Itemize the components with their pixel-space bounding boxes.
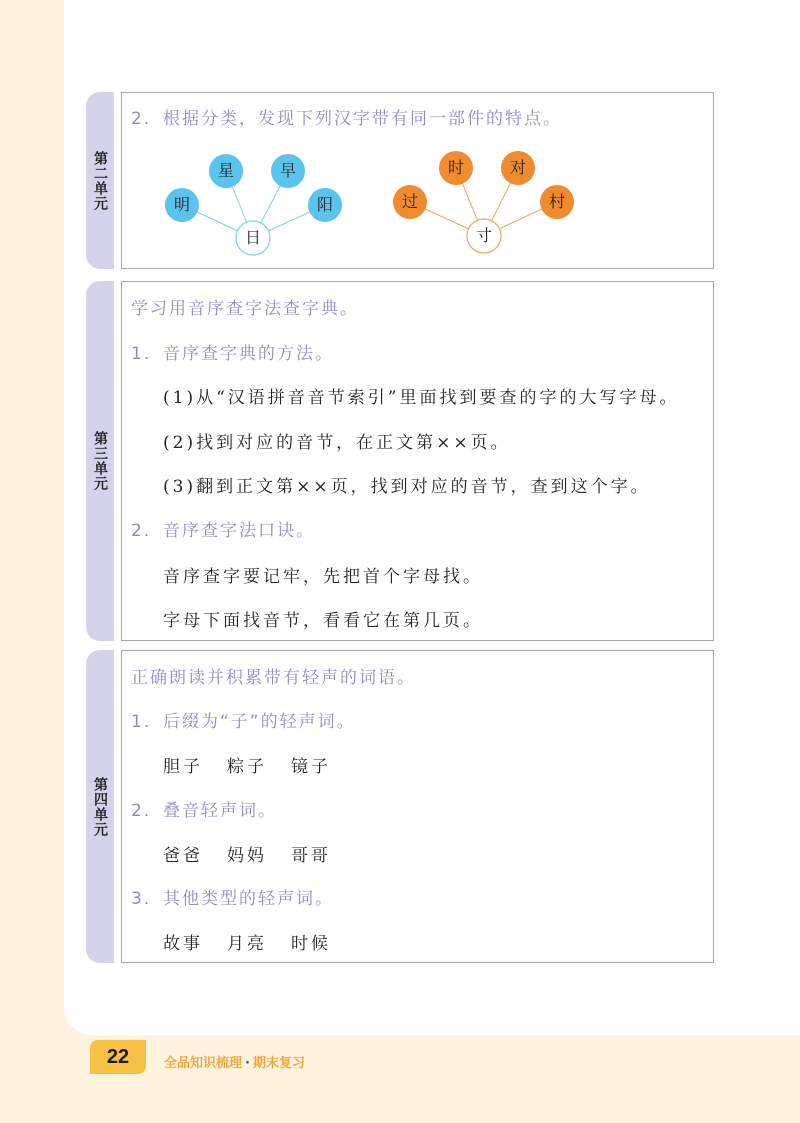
method-step-1: (1)从“汉语拼音音节索引”里面找到要查的字的大写字母。	[163, 388, 680, 408]
unit-3-tab[interactable]	[86, 281, 114, 641]
unit-4-item-3	[131, 884, 334, 909]
unit-3-heading: 学习用音序查字法查字典。	[131, 299, 359, 319]
unit-4-tab[interactable]	[86, 650, 114, 963]
word-list-2	[163, 841, 355, 866]
word: 故事	[163, 934, 203, 954]
word: 粽子	[227, 757, 267, 777]
word: 妈妈	[227, 846, 267, 866]
word: 爸爸	[163, 846, 203, 866]
char-ming: 明	[173, 195, 190, 214]
item-number: 2.	[131, 521, 152, 541]
unit-2-tab-label: 第二单元	[92, 150, 108, 211]
item-text: 音序查字典的方法。	[163, 344, 334, 364]
word: 时候	[291, 934, 331, 954]
word-list-1	[163, 752, 355, 777]
method-step-2: (2)找到对应的音节，在正文第××页。	[163, 433, 511, 453]
footer-title	[164, 1052, 305, 1071]
task-text: 根据分类，发现下列汉字带有同一部件的特点。	[163, 109, 562, 129]
rhyme-line-2: 字母下面找音节，看看它在第几页。	[163, 611, 483, 631]
word-list-3	[163, 929, 355, 954]
unit-3-box	[121, 281, 714, 641]
title-separator: ·	[245, 1056, 250, 1071]
unit-4-heading: 正确朗读并积累带有轻声的词语。	[131, 668, 416, 688]
item-text: 其他类型的轻声词。	[163, 889, 334, 909]
section-title: 期末复习	[252, 1056, 305, 1071]
radical-diagrams	[0, 0, 800, 300]
char-zao: 早	[279, 161, 296, 180]
unit-4-tab-label: 第四单元	[92, 776, 108, 837]
word: 镜子	[291, 757, 331, 777]
word: 月亮	[227, 934, 267, 954]
char-cun-village: 村	[548, 192, 565, 211]
char-guo: 过	[401, 192, 418, 211]
item-text: 叠音轻声词。	[163, 801, 277, 821]
char-shi: 时	[447, 158, 464, 177]
task-number: 2.	[131, 109, 152, 129]
unit-3-item-2	[131, 516, 315, 541]
unit-3-tab-label: 第三单元	[92, 431, 108, 491]
unit-4-item-2	[131, 796, 277, 821]
book-title: 全品知识梳理	[164, 1056, 243, 1071]
radical-cun: 寸	[475, 226, 492, 245]
char-xing: 星	[217, 161, 234, 180]
method-step-3: (3)翻到正文第××页，找到对应的音节，查到这个字。	[163, 477, 651, 497]
word: 胆子	[163, 757, 203, 777]
word: 哥哥	[291, 846, 331, 866]
item-number: 2.	[131, 801, 152, 821]
item-text: 音序查字法口诀。	[163, 521, 315, 541]
unit-4-item-1	[131, 707, 356, 732]
unit-3-item-1	[131, 339, 334, 364]
item-number: 1.	[131, 344, 152, 364]
char-dui: 对	[509, 158, 526, 177]
rhyme-line-1: 音序查字要记牢，先把首个字母找。	[163, 567, 483, 587]
char-yang: 阳	[316, 195, 333, 214]
item-number: 1.	[131, 712, 152, 732]
radical-ri: 日	[244, 228, 261, 247]
item-text: 后缀为“子”的轻声词。	[163, 712, 356, 732]
item-number: 3.	[131, 889, 152, 909]
page-number-badge: 22	[90, 1040, 146, 1074]
